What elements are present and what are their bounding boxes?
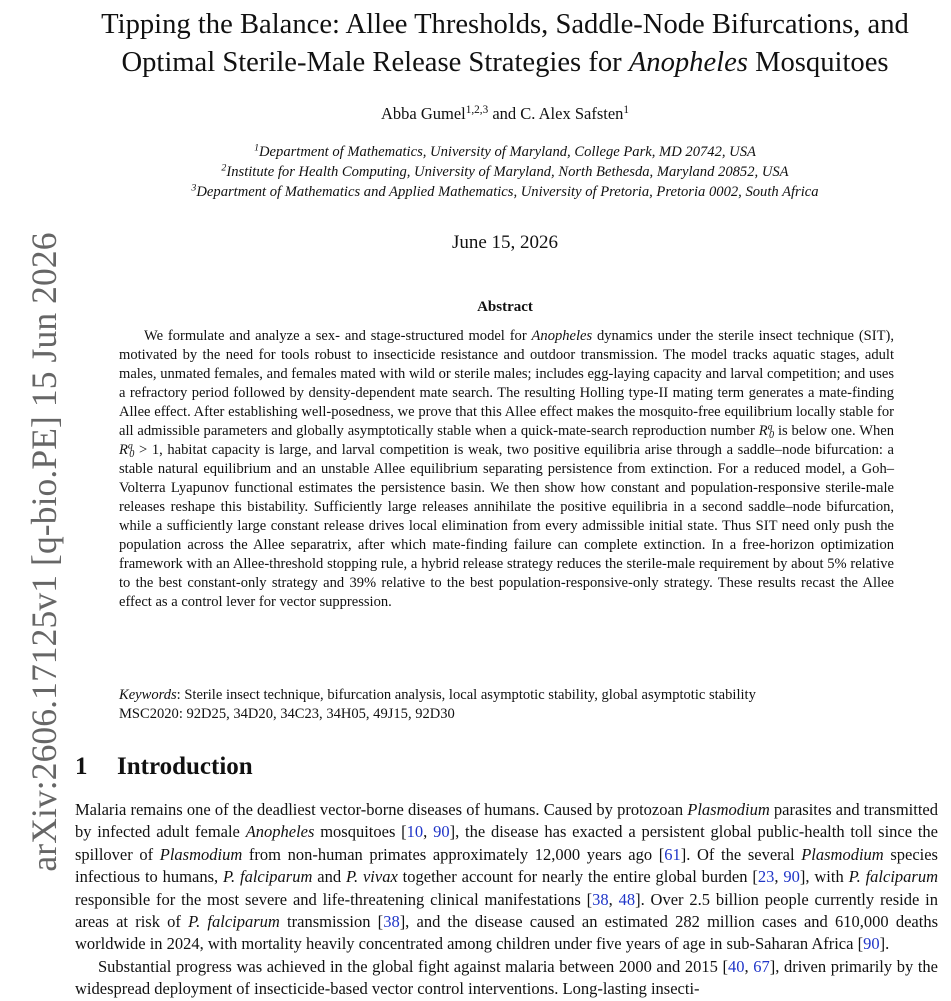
citation-link[interactable]: 38 bbox=[592, 889, 609, 909]
citation-link[interactable]: 23 bbox=[757, 867, 775, 887]
citation-link[interactable]: 90 bbox=[863, 934, 880, 954]
citation-link[interactable]: 48 bbox=[618, 889, 636, 909]
author-name: Abba Gumel bbox=[380, 104, 466, 123]
intro-paragraph: Malaria remains one of the deadliest vector-borne diseases of humans. Caused by protozoan Plasmodium parasites and transmitted by infected adult female Anopheles mosquitoes [10, 90], the disease has exacted a persistent global public-health toll since the spillover of Plasmodium from non-human primates approximately 12,000 years ago [61]. Of the several Plasmodium species infectious to humans, P. falciparum and P. vivax together account for nearly the entire global burden [23, 90], with P. falciparum responsible for the most severe and life-threatening clinical manifestations [38, 48]. Over 2.5 billion people currently reside in areas at risk of P. falciparum transmission [38], and the disease caused an estimated 282 million cases and 610,000 deaths worldwide in 2024, with mortality heavily concentrated among children under five years of age in sub-Saharan Africa [90]. bbox=[75, 800, 939, 954]
keywords-label: Keywords bbox=[119, 687, 177, 703]
keywords-line: Keywords: Sterile insect technique, bifurcation analysis, local asymptotic stability, global asymptotic stability bbox=[119, 687, 756, 703]
paper-title bbox=[70, 6, 940, 82]
citation-link[interactable]: 61 bbox=[664, 844, 681, 864]
affiliation: $^1$Department of Mathematics, University of Maryland, College Park, MD 20742, USA bbox=[254, 142, 756, 160]
abstract-body bbox=[119, 327, 894, 612]
author-list: Abba Gumel$^{1,2,3}$ and C. Alex Safsten$^1$ bbox=[380, 103, 630, 123]
affiliation: $^3$Department of Mathematics and Applied Mathematics, University of Pretoria, Pretoria 0002, South Africa bbox=[191, 182, 819, 200]
section-title: Introduction bbox=[117, 753, 253, 780]
title-line-1: Tipping the Balance: Allee Thresholds, Saddle-Node Bifurcations, and bbox=[101, 9, 909, 40]
abstract-heading: Abstract bbox=[477, 299, 533, 315]
citation-link[interactable]: 90 bbox=[783, 867, 800, 887]
citation-link[interactable]: 90 bbox=[433, 822, 450, 842]
affiliation-marker: 1 bbox=[623, 103, 630, 116]
title-line-2: Optimal Sterile-Male Release Strategies for Anopheles Mosquitoes bbox=[121, 47, 889, 78]
msc-codes: MSC2020: 92D25, 34D20, 34C23, 34H05, 49J15, 92D30 bbox=[119, 706, 455, 722]
math-reproduction-number: $R^q_0$ bbox=[119, 440, 135, 460]
paper-date: June 15, 2026 bbox=[451, 232, 559, 253]
introduction-body bbox=[75, 799, 938, 1001]
section-number: 1 bbox=[75, 753, 88, 780]
affiliation-marker: 1,2,3 bbox=[465, 103, 489, 116]
arxiv-identifier: arXiv:2606.17125v1 [q-bio.PE] 15 Jun 2026 bbox=[24, 232, 64, 872]
keywords-block bbox=[119, 686, 909, 724]
affiliations bbox=[70, 142, 940, 202]
section-heading bbox=[75, 753, 253, 781]
citation-link[interactable]: 38 bbox=[383, 912, 400, 932]
citation-link[interactable]: 10 bbox=[406, 822, 424, 842]
author-name: C. Alex Safsten bbox=[520, 104, 624, 123]
abstract-paragraph: We formulate and analyze a sex- and stage-structured model for Anopheles dynamics under the sterile insect technique (SIT), motivated by the need for tools robust to insecticide resistance and outdoor transmission. The model tracks aquatic stages, adult males, unmated females, and females mated with wild or sterile males; includes egg-laying capacity and larval competition; and uses a refractory period followed by density-dependent mate search. The resulting Holling type-II mating term generates a mate-finding Allee effect. After establishing well-posedness, we prove that this Allee effect makes the mosquito-free equilibrium locally stable for all admissible parameters and globally asymptotically stable when a quick-mate-search reproduction number $R^q_0$ is below one. When $R^q_0 > 1$, habitat capacity is large, and larval competition is weak, two positive equilibria arise through a saddle–node bifurcation: a stable natural equilibrium and an unstable Allee equilibrium separating persistence from extinction. For a reduced model, a Goh–Volterra Lyapunov functional estimates the persistence basin. We then show how constant and population-responsive sterile-male releases reshape this bistability. Sufficiently large releases annihilate the positive equilibria in a second saddle–node bifurcation, while a sufficiently large constant release drives local elimination from every admissible initial state. Thus SIT need only push the population across the Allee separatrix, after which mate-finding failure can complete extinction. In a free-horizon optimization framework with an Allee-threshold stopping rule, a hybrid release strategy reduces the sterile-male requirement by about 5% relative to the best constant-only strategy and 39% relative to the best population-responsive-only strategy. These results recast the Allee effect as a control lever for vector suppression. bbox=[119, 328, 894, 610]
math-reproduction-number: $R^q_0$ bbox=[758, 421, 775, 441]
affiliation: $^2$Institute for Health Computing, University of Maryland, North Bethesda, Maryland 20852, USA bbox=[221, 162, 789, 180]
citation-link[interactable]: 67 bbox=[753, 956, 770, 976]
intro-paragraph: Substantial progress was achieved in the global fight against malaria between 2000 and 2015 [40, 67], driven primarily by the widespread deployment of insecticide-based vector control interventions. Long-lasting insecti- bbox=[75, 956, 939, 999]
citation-link[interactable]: 40 bbox=[727, 956, 745, 976]
